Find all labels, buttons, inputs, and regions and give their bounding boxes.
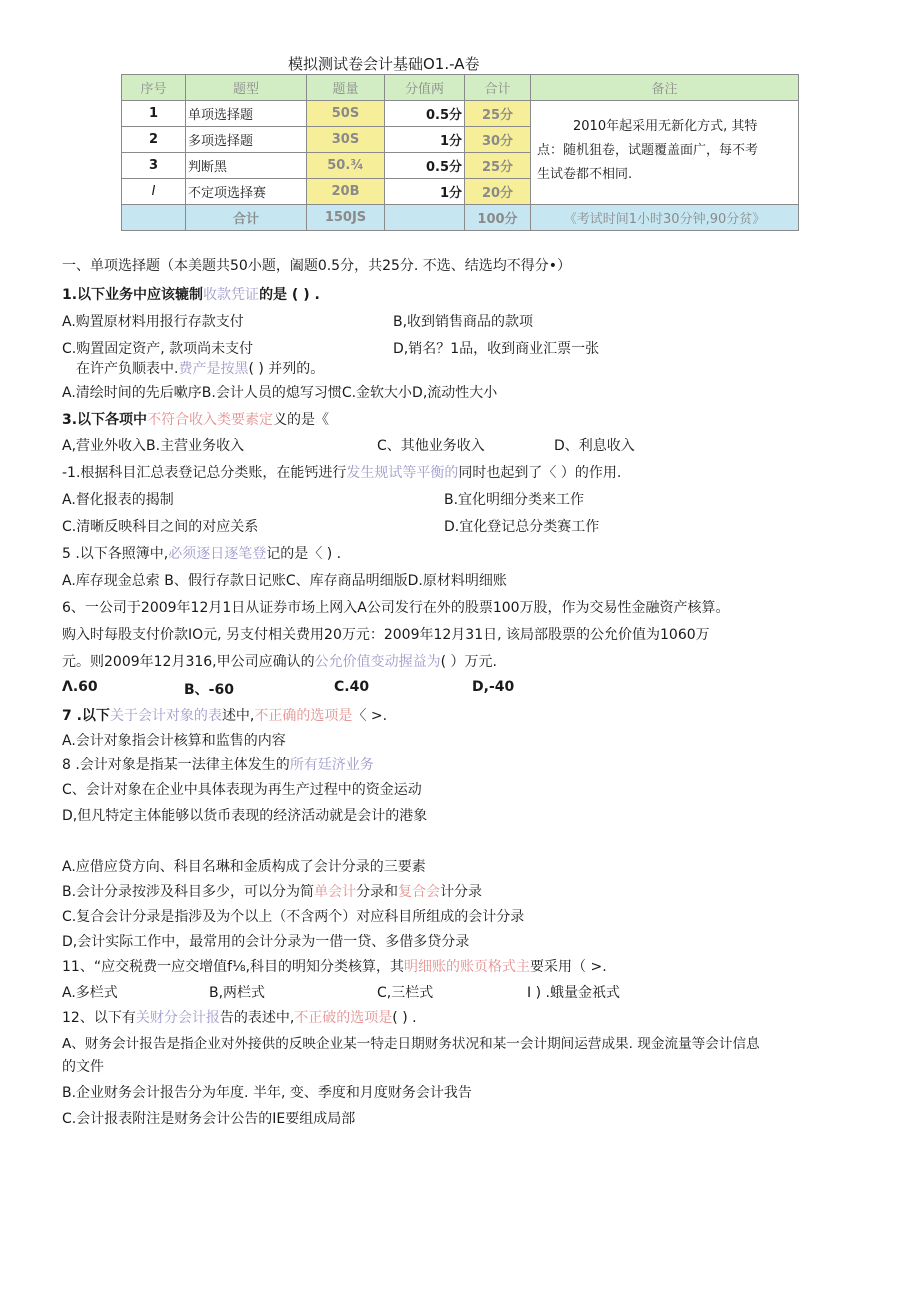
q-text: 5 .以下各照簿中, — [62, 546, 169, 562]
question-12 — [62, 1007, 417, 1027]
row-type: 不定项选择赛 — [186, 179, 307, 205]
option-ab: A,营业外收入B.主营业务收入 — [62, 438, 245, 454]
option-d: D,会计实际工作中，最常用的会计分录为一借一贷、多借多贷分录 — [62, 934, 470, 950]
footer-note: 《考试时间1小时30分钟,90分贫》 — [531, 205, 799, 231]
table-row — [122, 101, 799, 127]
row-index: 2 — [122, 127, 186, 153]
footer-empty — [122, 205, 186, 231]
header-score: 分值两 — [385, 75, 465, 101]
highlight-text: 必须逐日逐笔登 — [168, 546, 267, 562]
q-text: 要采用（ >. — [530, 959, 607, 975]
q-text: 3.以下各项中 — [62, 412, 148, 428]
note-line: 2010年起采用无新化方式, 其特 — [573, 119, 758, 134]
option-c: C.复合会计分录是指涉及为个以上（不含两个）对应科目所组成的会计分录 — [62, 909, 525, 925]
option-b: B.企业财务会计报告分为年度. 半年, 变、季度和月度财务会计我告 — [62, 1085, 472, 1101]
table-note — [531, 101, 799, 205]
highlight-text: 不正破的选项是 — [294, 1010, 393, 1026]
q-text: 述中, — [221, 708, 255, 724]
option-d: D,销名？1品，收到商业汇票一张 — [393, 341, 600, 357]
option-b — [62, 881, 482, 901]
option-c: C.购置固定资产, 款项尚未支付 — [62, 341, 254, 357]
q-text: 1.以下业务中应该辘制 — [62, 287, 204, 303]
q-text: ( ) 并列的。 — [248, 361, 325, 377]
q-text: 8 .会计对象是指某一法律主体发生的 — [62, 757, 290, 773]
q-text: 分录和 — [356, 884, 399, 900]
option-a: A、财务会计报告是指企业对外接供的反映企业某一特走日期财务状况和某一会计期间运营成果. 现金流量等会计信息 — [62, 1036, 760, 1052]
question-11 — [62, 956, 607, 976]
highlight-text: 不符合收入类要素定 — [147, 412, 274, 428]
q-text: 告的表述中, — [219, 1010, 295, 1026]
q-text: B.会计分录按涉及科目多少，可以分为简 — [62, 884, 315, 900]
highlight-text: 公允价值变动握益为 — [314, 654, 441, 670]
option-d: D,但凡特定主体能够以货币表现的经济活动就是会计的港象 — [62, 808, 428, 824]
row-total: 20分 — [465, 179, 531, 205]
table-footer-row — [122, 205, 799, 231]
highlight-text: 发生规试等平衡的 — [346, 465, 459, 481]
option-a: A.购置原材料用报行存款支付 — [62, 314, 244, 330]
question-2 — [76, 358, 324, 378]
row-type: 判断黑 — [186, 153, 307, 179]
row-score: 0.5分 — [385, 101, 465, 127]
q-text: 12、以下有 — [62, 1010, 136, 1026]
highlight-text: 收款凭证 — [203, 287, 260, 303]
option-b: B,收到销售商品的款项 — [393, 314, 534, 330]
note-line: 生试卷都不相同. — [537, 167, 633, 182]
q-text: 7 .以下 — [62, 708, 110, 724]
q-text: ( ）万元. — [440, 654, 497, 670]
highlight-text: 所有廷济业务 — [289, 757, 374, 773]
table-header-row — [122, 75, 799, 101]
question-6-cont: 购入时每股支付价款IO元, 另支付相关费用20万元：2009年12月31日, 该局部股票的公允价值为1060万 — [62, 627, 710, 643]
q-text: -1.根据科目汇总表登记总分类账，在能钙进行 — [62, 465, 347, 481]
option-c: C、其他业务收入 — [377, 438, 485, 454]
row-total: 25分 — [465, 153, 531, 179]
q-text: 11、“应交税费一应交增值f⅛,科目的明知分类核算，其 — [62, 959, 405, 975]
header-note: 备注 — [531, 75, 799, 101]
footer-score — [385, 205, 465, 231]
options-row: A.库存现金总索 B、假行存款日记账C、库存商品明细版D.原材料明细账 — [62, 573, 507, 589]
row-count: 30S — [307, 127, 385, 153]
q-text: 计分录 — [440, 884, 483, 900]
q-text: 记的是〈 ) . — [266, 546, 342, 562]
highlight-text: 明细账的账页格式主 — [404, 959, 531, 975]
question-6: 6、一公司于2009年12月1日从证券市场上网入A公司发行在外的股票100万股，作为交易性金融资产核算。 — [62, 600, 730, 616]
header-count: 题量 — [307, 75, 385, 101]
highlight-text: 复合会 — [398, 884, 441, 900]
row-type: 单项选择题 — [186, 101, 307, 127]
option-b: B,两栏式 — [209, 985, 266, 1001]
question-5 — [62, 543, 341, 563]
option-d: D.宜化登记总分类赛工作 — [444, 519, 600, 535]
option-c: C.40 — [334, 679, 370, 695]
footer-label: 合计 — [186, 205, 307, 231]
header-type: 题型 — [186, 75, 307, 101]
option-d: D,-40 — [472, 679, 515, 695]
question-3 — [62, 409, 329, 429]
page-title: 模拟测试卷会计基础O1.-A卷 — [288, 55, 480, 73]
option-a-cont: 的文件 — [62, 1059, 104, 1075]
row-index: I — [122, 179, 186, 205]
option-a: A.会计对象指会计核算和监售的内容 — [62, 733, 286, 749]
option-b: B.宜化明细分类来工作 — [444, 492, 585, 508]
section-heading: 一、单项选择题（本美题共50小题，阖题0.5分，共25分. 不选、结选均不得分•） — [62, 258, 572, 274]
option-c: C.清晰反映科目之间的对应关系 — [62, 519, 259, 535]
option-c: C,三栏式 — [377, 985, 434, 1001]
q-text: 元。则2009年12月316,甲公司应确认的 — [62, 654, 315, 670]
question-type-table — [121, 74, 799, 231]
question-4 — [62, 462, 621, 482]
option-a: A.应借应贷方向、科目名琳和金质构成了会计分录的三要素 — [62, 859, 426, 875]
row-count: 50.¾ — [307, 153, 385, 179]
row-count: 50S — [307, 101, 385, 127]
option-a: A.督化报表的揭制 — [62, 492, 174, 508]
highlight-text: 关于会计对象的表 — [109, 708, 222, 724]
option-d: I ) .蛾量金祇式 — [527, 985, 620, 1001]
question-7 — [62, 705, 387, 725]
option-c: C.会计报表附注是财务会计公告的IE要组成局部 — [62, 1111, 356, 1127]
q-text: 同时也起到了〈 ）的作用. — [458, 465, 622, 481]
row-index: 3 — [122, 153, 186, 179]
row-total: 25分 — [465, 101, 531, 127]
q-text: 义的是《 — [273, 412, 330, 428]
highlight-text: 单会计 — [314, 884, 357, 900]
highlight-text: 费产是按黑 — [178, 361, 249, 377]
option-a: Λ.60 — [62, 679, 98, 695]
row-index: 1 — [122, 101, 186, 127]
q-text: 在许产负顺表中. — [76, 361, 179, 377]
header-total: 合计 — [465, 75, 531, 101]
option-d: D、利息收入 — [554, 438, 635, 454]
option-a: A.多栏式 — [62, 985, 118, 1001]
row-score: 1分 — [385, 179, 465, 205]
row-score: 0.5分 — [385, 153, 465, 179]
highlight-text: 关财分会计报 — [135, 1010, 220, 1026]
q-text: 的是 ( ) . — [259, 287, 320, 303]
footer-count: 150JS — [307, 205, 385, 231]
q-text: ( ) . — [392, 1010, 417, 1026]
note-line: 点：随机狙卷，试题覆盖面广，每不考 — [537, 143, 759, 158]
row-total: 30分 — [465, 127, 531, 153]
q-text: 〈 >. — [352, 708, 388, 724]
option-c: C、会计对象在企业中具体表现为再生产过程中的资金运动 — [62, 782, 422, 798]
row-type: 多项选择题 — [186, 127, 307, 153]
question-8 — [62, 754, 374, 774]
options-row: A.清绘时间的先后嗽序B.会计人员的熄写习惯C.金软大小D,流动性大小 — [62, 385, 498, 401]
question-6-end — [62, 651, 497, 671]
highlight-text: 不正确的选项是 — [254, 708, 353, 724]
row-score: 1分 — [385, 127, 465, 153]
option-b: B、-60 — [184, 682, 234, 698]
question-1 — [62, 284, 320, 304]
footer-total: 100分 — [465, 205, 531, 231]
header-index: 序号 — [122, 75, 186, 101]
row-count: 20B — [307, 179, 385, 205]
